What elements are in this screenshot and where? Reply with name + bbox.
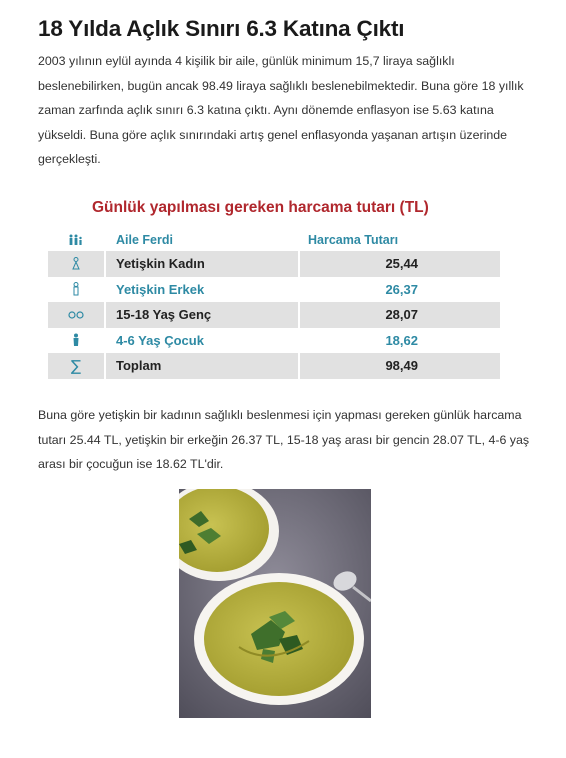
row-label: Yetişkin Erkek (116, 281, 205, 297)
teen-icon (48, 302, 104, 328)
row-value: 28,07 (300, 302, 500, 328)
child-icon (48, 328, 104, 354)
soup-photo (179, 489, 371, 718)
row-value: 26,37 (385, 281, 418, 297)
row-label: 15-18 Yaş Genç (106, 302, 298, 328)
table-header-row (48, 228, 500, 251)
table-row (48, 328, 500, 354)
summary-paragraph: Buna göre yetişkin bir kadının sağlıklı beslenmesi için yapması gereken günlük harcama tutarı 25.44 TL, yetişkin bir erkeğin 26.37 TL, 15-18 yaş arası bir gencin 28.07 TL, 4-6 yaş arası bir çocuğun ise 18.62 TL'dir. (38, 408, 530, 471)
expense-table (48, 228, 500, 379)
table-title: Günlük yapılması gereken harcama tutarı (TL) (92, 199, 429, 216)
sum-icon: ∑ (48, 353, 104, 379)
table-row (48, 302, 500, 328)
woman-icon (48, 251, 104, 277)
row-value: 25,44 (300, 251, 500, 277)
row-label: Yetişkin Kadın (106, 251, 298, 277)
row-label: Toplam (106, 353, 298, 379)
table-row (48, 353, 500, 379)
article-title: 18 Yılda Açlık Sınırı 6.3 Katına Çıktı (38, 16, 405, 41)
table-row (48, 277, 500, 303)
man-icon (48, 277, 104, 303)
table-row (48, 251, 500, 277)
header-amount: Harcama Tutarı (308, 232, 399, 247)
header-member: Aile Ferdi (116, 232, 173, 247)
intro-paragraph: 2003 yılının eylül ayında 4 kişilik bir aile, günlük minimum 15,7 liraya sağlıklı beslenebilirken, bugün ancak 98.49 liraya sağlıklı beslenebilmektedir. Buna göre 18 yıllık zaman zarfında açlık sınırı 6.3 katına çıktı. Aynı dönemde enflasyon ise 5.63 katına yükseldi. Buna göre açlık sınırındaki artış genel enflasyonda yaşanan artışın üzerinde gerçekleşti. (38, 54, 524, 166)
row-label: 4-6 Yaş Çocuk (116, 332, 204, 348)
row-value: 18,62 (385, 332, 418, 348)
row-value: 98,49 (300, 353, 500, 379)
family-icon (48, 228, 104, 251)
